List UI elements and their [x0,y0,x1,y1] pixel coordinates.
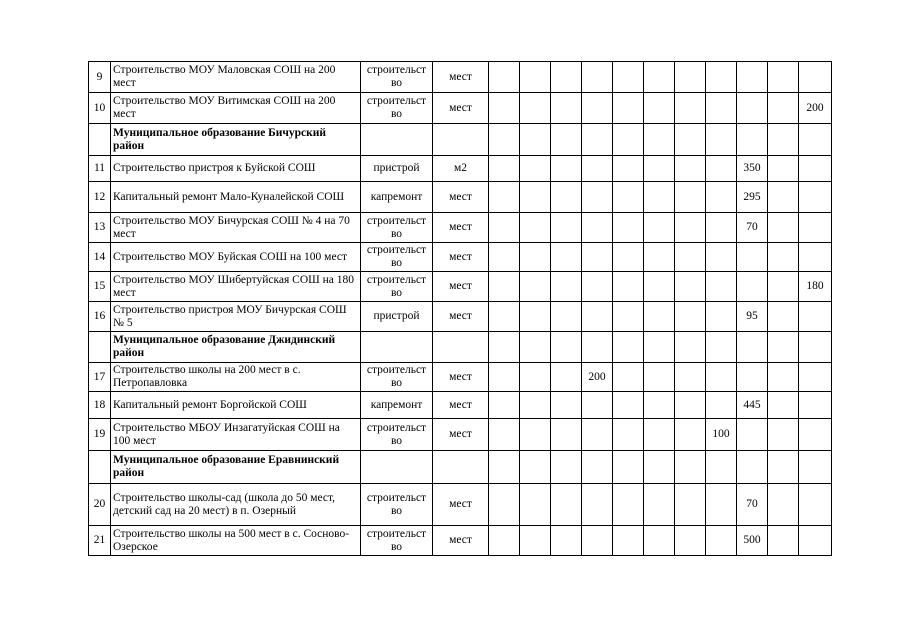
empty-cell [613,363,644,392]
empty-cell [613,182,644,213]
row-number [89,124,111,156]
row-number: 13 [89,213,111,243]
row-number: 18 [89,392,111,419]
empty-cell [768,419,799,451]
unit: мест [433,302,489,332]
empty-cell [799,213,832,243]
empty-cell [489,451,520,484]
empty-cell [768,213,799,243]
empty-cell [768,182,799,213]
empty-cell [799,62,832,93]
empty-cell [582,93,613,124]
empty-cell [706,484,737,526]
empty-cell [613,332,644,363]
empty-cell [551,182,582,213]
row-number: 14 [89,243,111,272]
empty-cell [644,526,675,556]
empty-cell [613,213,644,243]
table-row [89,419,832,451]
object-name: Строительство МОУ Шибертуйская СОШ на 180 мест [111,272,361,302]
empty-cell [737,243,768,272]
row-number: 15 [89,272,111,302]
empty-cell [520,213,551,243]
empty-cell [520,526,551,556]
empty-cell [675,451,706,484]
empty-cell [675,332,706,363]
row-number [89,451,111,484]
empty-cell [551,526,582,556]
empty-cell [551,93,582,124]
empty-cell [551,419,582,451]
empty-cell [768,332,799,363]
empty-cell [613,243,644,272]
empty-cell [489,363,520,392]
row-number: 9 [89,62,111,93]
empty-cell [768,526,799,556]
empty-cell [799,451,832,484]
empty-cell [675,526,706,556]
empty-cell [799,484,832,526]
empty-cell [737,363,768,392]
empty-cell [551,332,582,363]
empty-cell [799,332,832,363]
work-type: строительст во [361,419,433,451]
object-name: Строительство МОУ Буйская СОШ на 100 мест [111,243,361,272]
object-name: Строительство школы-сад (школа до 50 мест, детский сад на 20 мест) в п. Озерный [111,484,361,526]
work-type: строительст во [361,363,433,392]
empty-cell [582,392,613,419]
empty-cell [489,243,520,272]
empty-cell [489,272,520,302]
unit: мест [433,243,489,272]
empty-cell [675,213,706,243]
work-type: строительст во [361,272,433,302]
empty-cell [582,451,613,484]
empty-cell [799,124,832,156]
empty-cell [706,302,737,332]
object-name: Строительство МБОУ Инзагатуйская СОШ на 100 мест [111,419,361,451]
empty-cell [489,213,520,243]
district-name: Муниципальное образование Бичурский район [111,124,361,156]
value-cell: 350 [737,156,768,182]
empty-cell [520,93,551,124]
unit: мест [433,213,489,243]
empty-cell [489,302,520,332]
empty-cell [489,526,520,556]
value-cell: 445 [737,392,768,419]
empty-cell [799,243,832,272]
work-type: строительст во [361,484,433,526]
empty-cell [613,62,644,93]
empty-cell [551,451,582,484]
table-row [89,213,832,243]
value-cell: 295 [737,182,768,213]
empty-cell [768,272,799,302]
empty-cell [644,363,675,392]
value-cell: 180 [799,272,832,302]
empty-cell [675,124,706,156]
empty-cell [737,332,768,363]
empty-cell [613,124,644,156]
empty-cell [582,332,613,363]
empty-cell [520,332,551,363]
district-row [89,451,832,484]
empty-cell [706,93,737,124]
row-number: 12 [89,182,111,213]
value-cell: 70 [737,484,768,526]
empty-cell [520,302,551,332]
empty-cell [582,213,613,243]
unit [433,124,489,156]
empty-cell [489,124,520,156]
empty-cell [644,484,675,526]
district-name: Муниципальное образование Джидинский район [111,332,361,363]
value-cell: 95 [737,302,768,332]
empty-cell [613,93,644,124]
empty-cell [768,392,799,419]
empty-cell [520,419,551,451]
empty-cell [582,484,613,526]
empty-cell [582,156,613,182]
empty-cell [644,243,675,272]
value-cell: 70 [737,213,768,243]
work-type: строительст во [361,526,433,556]
empty-cell [737,93,768,124]
empty-cell [613,392,644,419]
empty-cell [489,332,520,363]
work-type [361,332,433,363]
object-name: Строительство пристроя к Буйской СОШ [111,156,361,182]
empty-cell [737,419,768,451]
empty-cell [644,156,675,182]
table-row [89,302,832,332]
empty-cell [644,182,675,213]
empty-cell [551,484,582,526]
data-table [88,61,832,556]
object-name: Капитальный ремонт Мало-Куналейской СОШ [111,182,361,213]
table-row [89,62,832,93]
work-type [361,451,433,484]
empty-cell [551,392,582,419]
value-cell: 200 [799,93,832,124]
empty-cell [520,182,551,213]
empty-cell [520,363,551,392]
value-cell: 200 [582,363,613,392]
empty-cell [675,156,706,182]
empty-cell [644,332,675,363]
row-number: 21 [89,526,111,556]
work-type: пристрой [361,156,433,182]
work-type: строительст во [361,243,433,272]
row-number: 17 [89,363,111,392]
empty-cell [768,484,799,526]
unit: мест [433,526,489,556]
unit [433,332,489,363]
empty-cell [520,392,551,419]
empty-cell [582,62,613,93]
empty-cell [644,392,675,419]
work-type: строительст во [361,93,433,124]
empty-cell [706,526,737,556]
empty-cell [737,272,768,302]
empty-cell [551,302,582,332]
empty-cell [675,484,706,526]
empty-cell [489,182,520,213]
work-type: строительст во [361,62,433,93]
value-cell: 100 [706,419,737,451]
empty-cell [489,484,520,526]
empty-cell [799,302,832,332]
empty-cell [551,62,582,93]
object-name: Строительство школы на 500 мест в с. Сосново-Озерское [111,526,361,556]
empty-cell [675,272,706,302]
empty-cell [675,392,706,419]
unit [433,451,489,484]
empty-cell [706,213,737,243]
value-cell: 500 [737,526,768,556]
empty-cell [706,272,737,302]
row-number: 11 [89,156,111,182]
empty-cell [706,62,737,93]
unit: мест [433,392,489,419]
work-type: капремонт [361,392,433,419]
empty-cell [489,62,520,93]
empty-cell [520,62,551,93]
empty-cell [489,156,520,182]
table-row [89,363,832,392]
empty-cell [489,392,520,419]
district-row [89,124,832,156]
empty-cell [613,526,644,556]
empty-cell [799,392,832,419]
empty-cell [613,451,644,484]
empty-cell [613,302,644,332]
empty-cell [644,302,675,332]
unit: м2 [433,156,489,182]
empty-cell [582,419,613,451]
empty-cell [520,124,551,156]
empty-cell [675,62,706,93]
empty-cell [799,419,832,451]
empty-cell [551,156,582,182]
work-type: пристрой [361,302,433,332]
empty-cell [520,272,551,302]
work-type: капремонт [361,182,433,213]
unit: мест [433,93,489,124]
work-type [361,124,433,156]
empty-cell [768,124,799,156]
district-name: Муниципальное образование Еравнинский район [111,451,361,484]
object-name: Строительство МОУ Бичурская СОШ № 4 на 70 мест [111,213,361,243]
empty-cell [675,243,706,272]
unit: мест [433,272,489,302]
empty-cell [706,451,737,484]
unit: мест [433,419,489,451]
empty-cell [799,526,832,556]
empty-cell [582,243,613,272]
row-number [89,332,111,363]
empty-cell [644,272,675,302]
empty-cell [675,93,706,124]
empty-cell [520,484,551,526]
empty-cell [520,243,551,272]
row-number: 19 [89,419,111,451]
unit: мест [433,363,489,392]
empty-cell [706,124,737,156]
empty-cell [768,243,799,272]
empty-cell [737,451,768,484]
table-row [89,484,832,526]
empty-cell [768,156,799,182]
empty-cell [799,363,832,392]
empty-cell [706,182,737,213]
empty-cell [551,213,582,243]
work-type: строительст во [361,213,433,243]
table-row [89,392,832,419]
empty-cell [613,272,644,302]
object-name: Строительство МОУ Маловская СОШ на 200 мест [111,62,361,93]
table-row [89,93,832,124]
empty-cell [520,156,551,182]
empty-cell [706,156,737,182]
empty-cell [768,62,799,93]
empty-cell [706,243,737,272]
empty-cell [768,363,799,392]
empty-cell [613,419,644,451]
table-row [89,243,832,272]
unit: мест [433,182,489,213]
unit: мест [433,484,489,526]
district-row [89,332,832,363]
empty-cell [768,93,799,124]
object-name: Строительство пристроя МОУ Бичурская СОШ № 5 [111,302,361,332]
unit: мест [433,62,489,93]
table-row [89,526,832,556]
empty-cell [706,392,737,419]
empty-cell [675,182,706,213]
empty-cell [489,93,520,124]
empty-cell [644,213,675,243]
empty-cell [644,62,675,93]
object-name: Строительство МОУ Витимская СОШ на 200 мест [111,93,361,124]
empty-cell [644,93,675,124]
empty-cell [613,484,644,526]
empty-cell [582,302,613,332]
row-number: 20 [89,484,111,526]
table-row [89,156,832,182]
empty-cell [551,243,582,272]
empty-cell [613,156,644,182]
empty-cell [799,182,832,213]
empty-cell [489,419,520,451]
empty-cell [737,124,768,156]
empty-cell [551,272,582,302]
empty-cell [675,363,706,392]
empty-cell [644,451,675,484]
empty-cell [706,363,737,392]
table-row [89,182,832,213]
empty-cell [644,124,675,156]
object-name: Строительство школы на 200 мест в с. Петропавловка [111,363,361,392]
empty-cell [582,272,613,302]
empty-cell [675,302,706,332]
empty-cell [737,62,768,93]
empty-cell [520,451,551,484]
empty-cell [551,363,582,392]
empty-cell [644,419,675,451]
empty-cell [768,302,799,332]
empty-cell [768,451,799,484]
empty-cell [799,156,832,182]
row-number: 10 [89,93,111,124]
empty-cell [582,526,613,556]
empty-cell [675,419,706,451]
empty-cell [582,124,613,156]
row-number: 16 [89,302,111,332]
object-name: Капитальный ремонт Боргойской СОШ [111,392,361,419]
empty-cell [706,332,737,363]
empty-cell [551,124,582,156]
empty-cell [582,182,613,213]
table-body [89,62,832,556]
table-row [89,272,832,302]
